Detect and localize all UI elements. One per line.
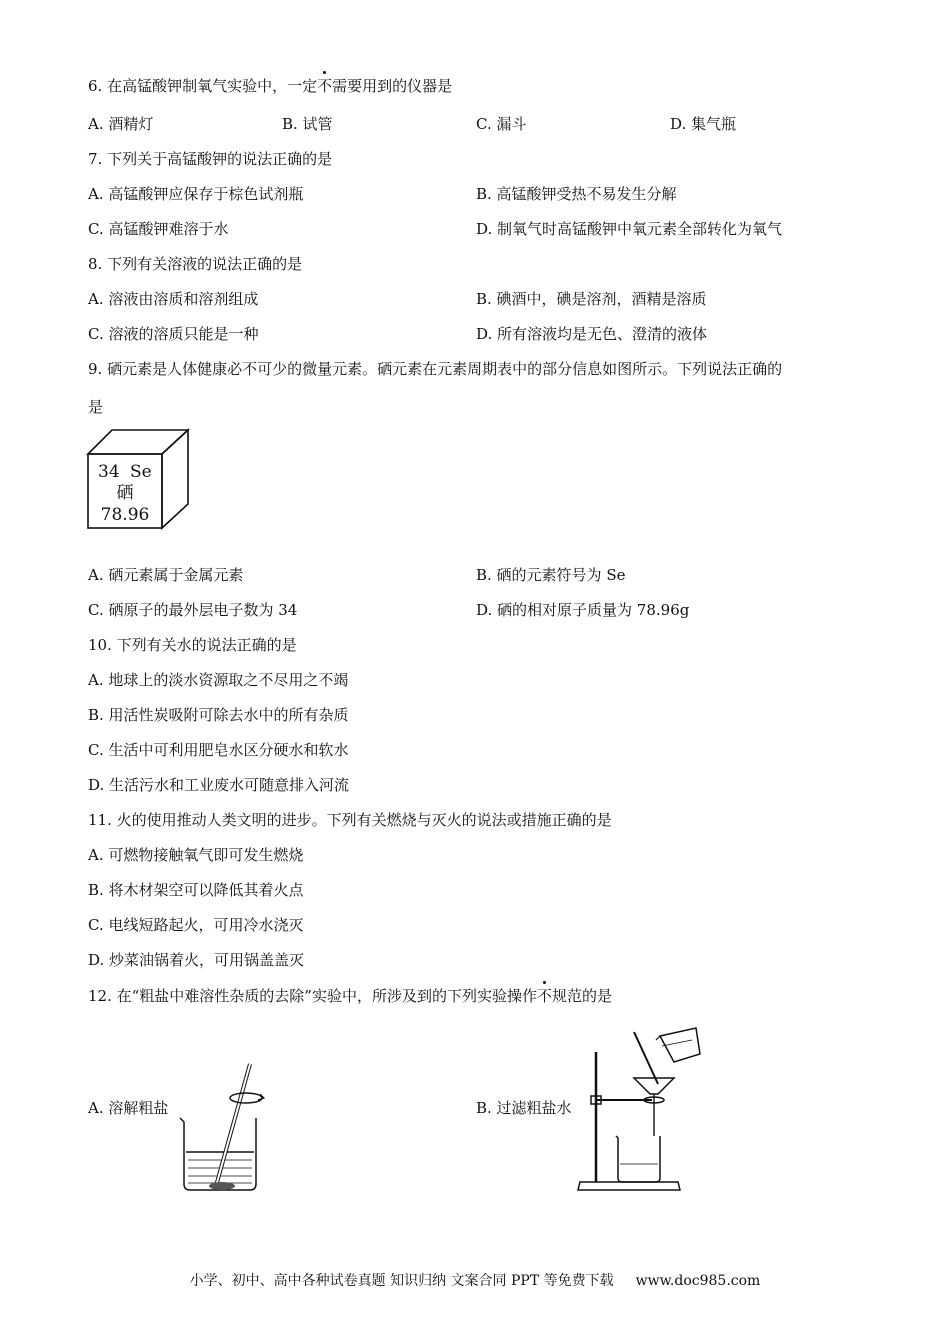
footer-url: www.doc985.com xyxy=(635,1273,761,1289)
element-cell-top xyxy=(88,430,188,454)
stir-direction-arrow xyxy=(230,1093,262,1103)
footer-text: 小学、初中、高中各种试卷真题 知识归纳 文案合同 PPT 等免费下载 xyxy=(189,1273,614,1289)
q9-option-a: A. 硒元素属于金属元素 xyxy=(88,566,244,584)
question-7-stem: 7. 下列关于高锰酸钾的说法正确的是 xyxy=(88,150,333,168)
question-9-stem-line1: 9. 硒元素是人体健康必不可少的微量元素。硒元素在元素周期表中的部分信息如图所示。下列说法正确的 xyxy=(88,360,783,378)
q11-option-c: C. 电线短路起火，可用冷水浇灭 xyxy=(88,916,304,934)
element-atomic-number: 34 xyxy=(98,462,120,482)
q6-option-d: D. 集气瓶 xyxy=(670,115,737,133)
element-name: 硒 xyxy=(116,483,134,503)
question-9-stem-line2: 是 xyxy=(88,398,104,416)
element-symbol: Se xyxy=(130,462,152,482)
dissolving-beaker-illustration xyxy=(176,1062,270,1192)
q7-option-d: D. 制氧气时高锰酸钾中氧元素全部转化为氧气 xyxy=(476,220,783,238)
q6-option-a: A. 酒精灯 xyxy=(88,115,154,133)
q11-option-b: B. 将木材架空可以降低其着火点 xyxy=(88,881,304,899)
question-12-stem: 12. 在“粗盐中难溶性杂质的去除”实验中，所涉及到的下列实验操作不规范的是 xyxy=(88,987,612,1005)
emphasis-dot-char: 不 xyxy=(317,77,333,95)
emphasis-dot-char: 不 xyxy=(536,987,552,1005)
q9-option-d: D. 硒的相对原子质量为 78.96g xyxy=(476,601,690,619)
receiving-beaker xyxy=(616,1136,660,1182)
q11-option-d: D. 炒菜油锅着火，可用锅盖盖灭 xyxy=(88,951,305,969)
element-atomic-mass: 78.96 xyxy=(100,505,150,525)
q7-option-b: B. 高锰酸钾受热不易发生分解 xyxy=(476,185,677,203)
q8-option-d: D. 所有溶液均是无色、澄清的液体 xyxy=(476,325,708,343)
q10-option-c: C. 生活中可利用肥皂水区分硬水和软水 xyxy=(88,741,349,759)
q10-option-a: A. 地球上的淡水资源取之不尽用之不竭 xyxy=(88,671,349,689)
question-8-stem: 8. 下列有关溶液的说法正确的是 xyxy=(88,255,303,273)
q9-option-b: B. 硒的元素符号为 Se xyxy=(476,566,626,584)
q12-option-b: B. 过滤粗盐水 xyxy=(476,1099,572,1117)
q10-option-d: D. 生活污水和工业废水可随意排入河流 xyxy=(88,776,350,794)
filtration-apparatus-illustration xyxy=(578,1028,704,1194)
question-10-stem: 10. 下列有关水的说法正确的是 xyxy=(88,636,297,654)
q7-option-a: A. 高锰酸钾应保存于棕色试剂瓶 xyxy=(88,185,304,203)
page-footer xyxy=(0,1270,950,1290)
q6-option-c: C. 漏斗 xyxy=(476,115,527,133)
q6-option-b: B. 试管 xyxy=(282,115,333,133)
element-cell-figure xyxy=(86,428,192,532)
element-cell-side xyxy=(162,430,188,528)
q11-option-a: A. 可燃物接触氧气即可发生燃烧 xyxy=(88,846,304,864)
question-11-stem: 11. 火的使用推动人类文明的进步。下列有关燃烧与灭火的说法或措施正确的是 xyxy=(88,811,612,829)
q9-option-c: C. 硒原子的最外层电子数为 34 xyxy=(88,601,298,619)
q10-option-b: B. 用活性炭吸附可除去水中的所有杂质 xyxy=(88,706,349,724)
q8-option-b: B. 碘酒中，碘是溶剂，酒精是溶质 xyxy=(476,290,707,308)
q8-option-c: C. 溶液的溶质只能是一种 xyxy=(88,325,259,343)
crude-salt-sediment xyxy=(209,1182,235,1190)
q8-option-a: A. 溶液由溶质和溶剂组成 xyxy=(88,290,259,308)
q7-option-c: C. 高锰酸钾难溶于水 xyxy=(88,220,229,238)
funnel xyxy=(634,1078,674,1094)
q12-option-a: A. 溶解粗盐 xyxy=(88,1099,169,1117)
guiding-glass-rod xyxy=(634,1032,658,1084)
question-6-stem: 6. 在高锰酸钾制氧气实验中，一定不需要用到的仪器是 xyxy=(88,77,453,95)
iron-stand-base xyxy=(578,1182,680,1190)
